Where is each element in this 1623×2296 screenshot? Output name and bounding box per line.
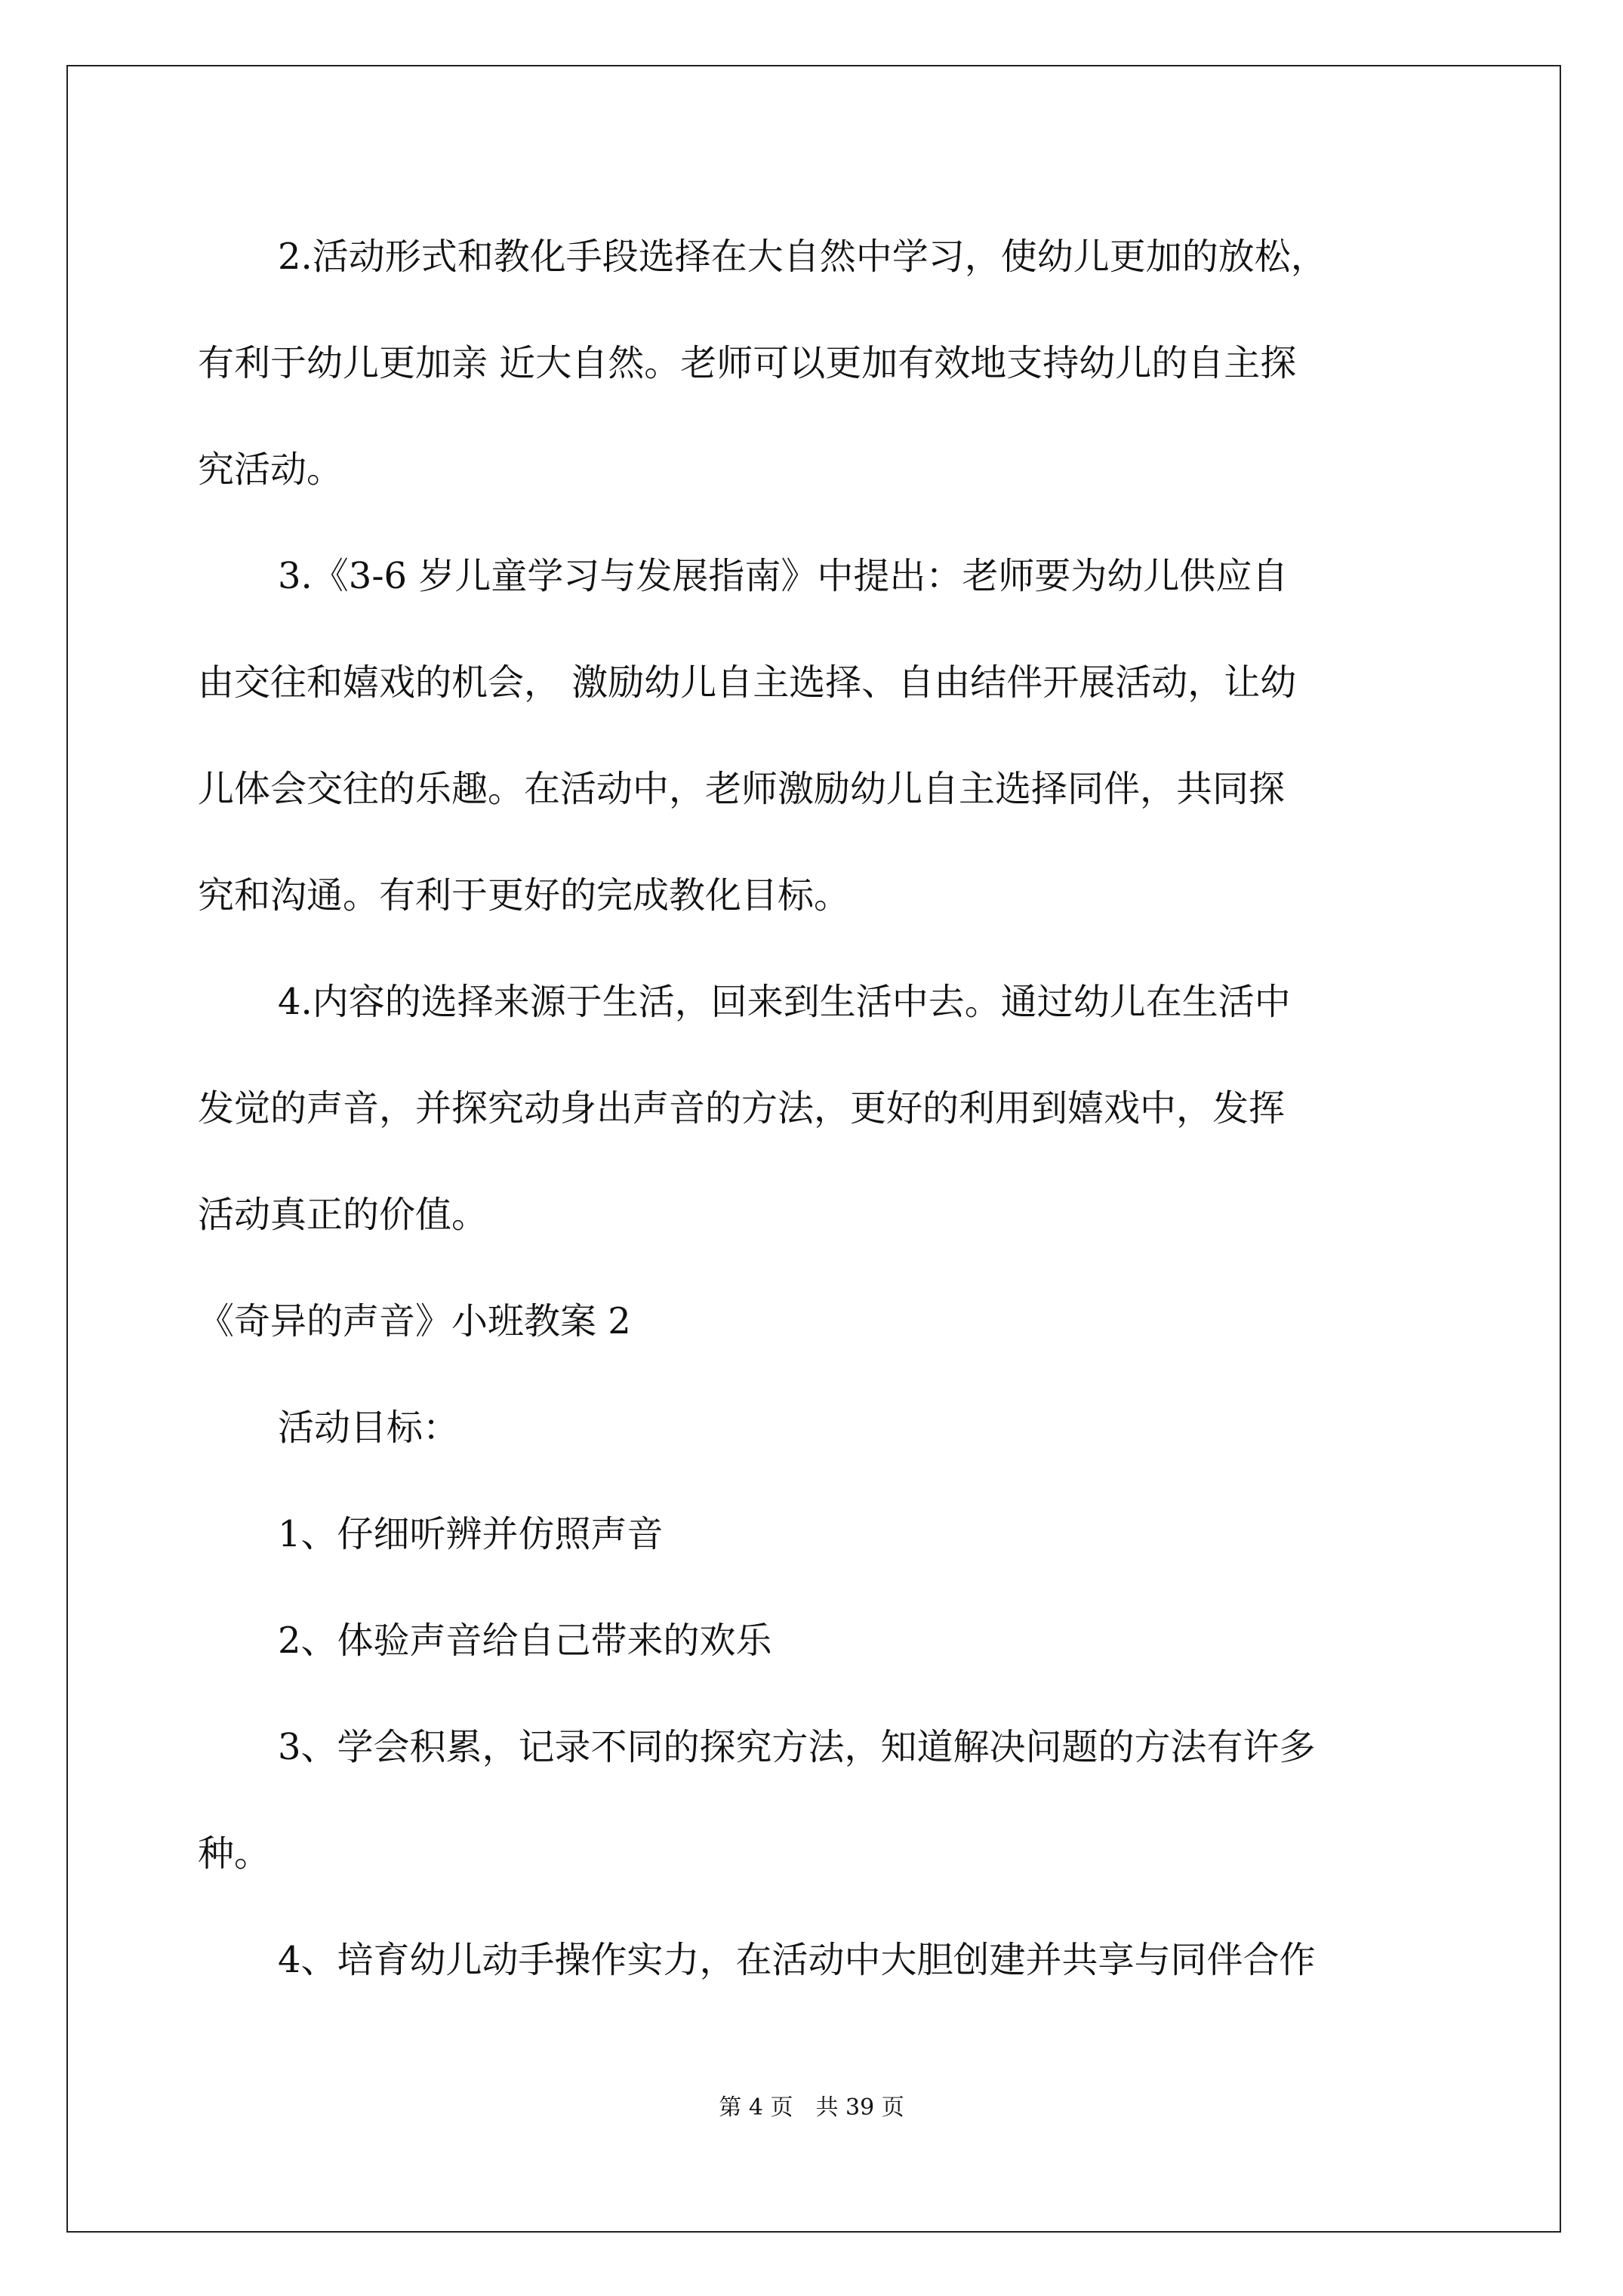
paragraph-line: 种。 xyxy=(198,1832,271,1875)
paragraph-line: 儿体会交往的乐趣。在活动中，老师激励幼儿自主选择同伴，共同探 xyxy=(198,768,1286,810)
paragraph-line: 发觉的声音，并探究动身出声音的方法，更好的利用到嬉戏中，发挥 xyxy=(198,1087,1286,1130)
page-number: 第 4 页 共 39 页 xyxy=(719,2094,904,2121)
page-border xyxy=(66,65,1561,2233)
paragraph-line: 究和沟通。有利于更好的完成教化目标。 xyxy=(198,874,851,917)
paragraph-line: 由交往和嬉戏的机会， 激励幼儿自主选择、自由结伴开展活动，让幼 xyxy=(198,661,1297,704)
section-heading: 《奇异的声音》小班教案 2 xyxy=(198,1300,631,1342)
paragraph-line: 有利于幼儿更加亲 近大自然。老师可以更加有效地支持幼儿的自主探 xyxy=(198,342,1297,384)
list-item: 1、仔细听辨并仿照声音 xyxy=(278,1513,664,1555)
list-item: 2、体验声音给自己带来的欢乐 xyxy=(278,1620,772,1662)
paragraph-line: 3.《3-6 岁儿童学习与发展指南》中提出：老师要为幼儿供应自 xyxy=(278,555,1289,597)
list-item: 3、学会积累，记录不同的探究方法，知道解决问题的方法有许多 xyxy=(278,1726,1316,1768)
list-item: 4、培育幼儿动手操作实力，在活动中大胆创建并共享与同伴合作 xyxy=(278,1939,1316,1981)
paragraph-line: 究活动。 xyxy=(198,448,343,491)
paragraph-line: 2.活动形式和教化手段选择在大自然中学习，使幼儿更加的放松， xyxy=(278,236,1327,278)
paragraph-line: 活动真正的价值。 xyxy=(198,1194,488,1236)
paragraph-line: 活动目标： xyxy=(278,1407,460,1449)
paragraph-line: 4.内容的选择来源于生活，回来到生活中去。通过幼儿在生活中 xyxy=(278,981,1291,1023)
